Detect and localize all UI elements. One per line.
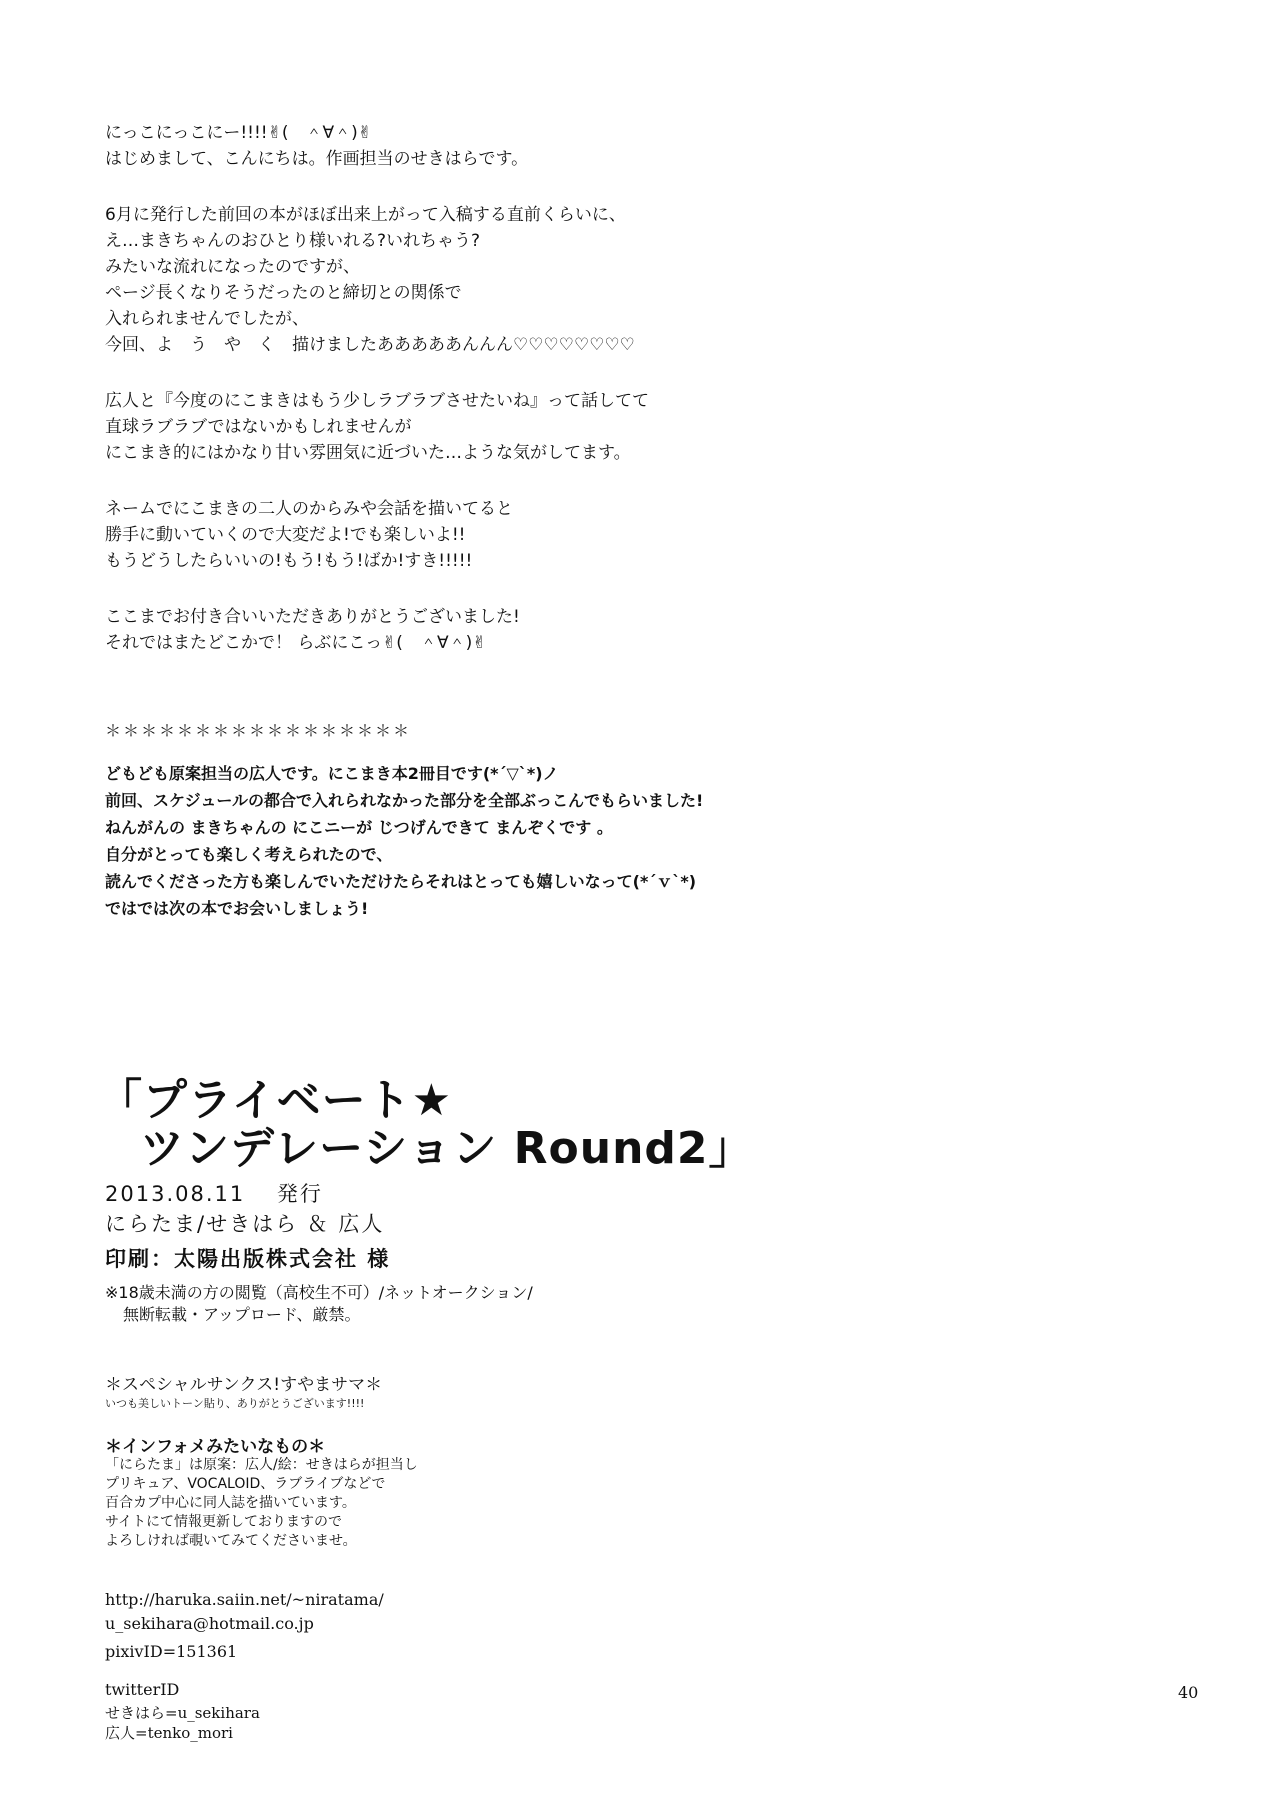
text-line: 入れられませんでしたが、 — [105, 309, 309, 329]
text-line: 前回、スケジュールの都合で入れられなかった部分を全部ぶっこんでもらいました! — [105, 791, 704, 810]
notice-line: 無断転載・アップロード、厳禁。 — [123, 1305, 361, 1324]
page-number: 40 — [1178, 1683, 1199, 1702]
text-line: はじめまして、こんにちは。作画担当のせきはらです。 — [105, 149, 529, 169]
text-line: どもども原案担当の広人です。にこまき本2冊目です(*´▽`*)ノ — [105, 764, 559, 783]
special-thanks-body: いつも美しいトーン貼り、ありがとうございます!!!! — [105, 1397, 365, 1410]
afterword-paragraph — [105, 604, 649, 656]
twitter-hiroto: 広人=tenko_mori — [105, 1724, 233, 1742]
special-thanks-heading: ＊スペシャルサンクス!すやまサマ＊ — [105, 1375, 383, 1395]
text-line: 広人と『今度のにこまきはもう少しラブラブさせたいね』って話してて — [105, 391, 649, 411]
notice-line: ※18歳未満の方の閲覧（高校生不可）/ネットオークション/ — [105, 1283, 533, 1302]
pixiv-id: pixivID=151361 — [105, 1642, 238, 1661]
text-line: ではでは次の本でお会いしましょう! — [105, 899, 369, 918]
text-line: ここまでお付き合いいただきありがとうございました! — [105, 607, 520, 627]
info-line: 百合カプ中心に同人誌を描いています。 — [105, 1495, 356, 1511]
info-body — [105, 1456, 418, 1551]
text-line: にこまき的にはかなり甘い雰囲気に近づいた…ような気がしてます。 — [105, 443, 631, 463]
authors: にらたま/せきはら ＆ 広人 — [105, 1212, 385, 1236]
text-line: 今回、よ う や く 描けましたあああああんんん♡♡♡♡♡♡♡♡ — [105, 335, 635, 355]
text-line: 直球ラブラブではないかもしれませんが — [105, 417, 412, 437]
afterword-paragraph — [105, 120, 649, 172]
afterword-paragraph — [105, 202, 649, 358]
text-line: にっこにっこにー!!!!✌( ＾∀＾)✌ — [105, 123, 372, 143]
info-line: 「にらたま」は原案：広人/絵：せきはらが担当し — [105, 1457, 418, 1473]
afterword-paragraph — [105, 496, 649, 574]
text-line: ネームでにこまきの二人のからみや会話を描いてると — [105, 499, 513, 519]
email-address: u_sekihara@hotmail.co.jp — [105, 1614, 314, 1633]
publication-date: 2013.08.11 発行 — [105, 1182, 323, 1206]
info-line: サイトにて情報更新しておりますので — [105, 1514, 343, 1530]
book-title-line2: ツンデレーション Round2」 — [140, 1123, 754, 1174]
info-line: よろしければ覗いてみてくださいませ。 — [105, 1533, 357, 1549]
text-line: 勝手に動いていくので大変だよ!でも楽しいよ!! — [105, 525, 466, 545]
printer: 印刷：太陽出版株式会社 様 — [105, 1247, 391, 1271]
afterword-sekihara — [105, 120, 649, 686]
twitter-sekihara: せきはら=u_sekihara — [105, 1704, 260, 1722]
text-line: 6月に発行した前回の本がほぼ出来上がって入稿する直前くらいに、 — [105, 205, 626, 225]
info-line: プリキュア、VOCALOID、ラブライブなどで — [105, 1476, 386, 1492]
text-line: それではまたどこかで！ らぶにこっ✌( ＾∀＾)✌ — [105, 633, 487, 653]
text-line: 読んでくださった方も楽しんでいただけたらそれはとっても嬉しいなって(*´ｖ`*) — [105, 872, 697, 891]
text-line: え…まきちゃんのおひとり様いれる?いれちゃう? — [105, 231, 481, 251]
twitter-heading: twitterID — [105, 1680, 180, 1699]
website-url: http://haruka.saiin.net/~niratama/ — [105, 1590, 384, 1609]
book-title-line1: 「プライベート★ — [98, 1075, 453, 1126]
asterisk-separator: ＊＊＊＊＊＊＊＊＊＊＊＊＊＊＊＊＊ — [105, 721, 412, 740]
afterword-hiroto — [105, 760, 703, 922]
text-line: みたいな流れになったのですが、 — [105, 257, 360, 277]
text-line: 自分がとっても楽しく考えられたので、 — [105, 845, 393, 864]
info-heading: ＊インフォメみたいなもの＊ — [105, 1437, 326, 1457]
afterword-paragraph — [105, 388, 649, 466]
text-line: ねんがんの まきちゃんの にこニーが じつげんできて まんぞくです 。 — [105, 818, 613, 837]
text-line: ページ長くなりそうだったのと締切との関係で — [105, 283, 462, 303]
text-line: もうどうしたらいいの!もう!もう!ばか!すき!!!!! — [105, 551, 473, 571]
